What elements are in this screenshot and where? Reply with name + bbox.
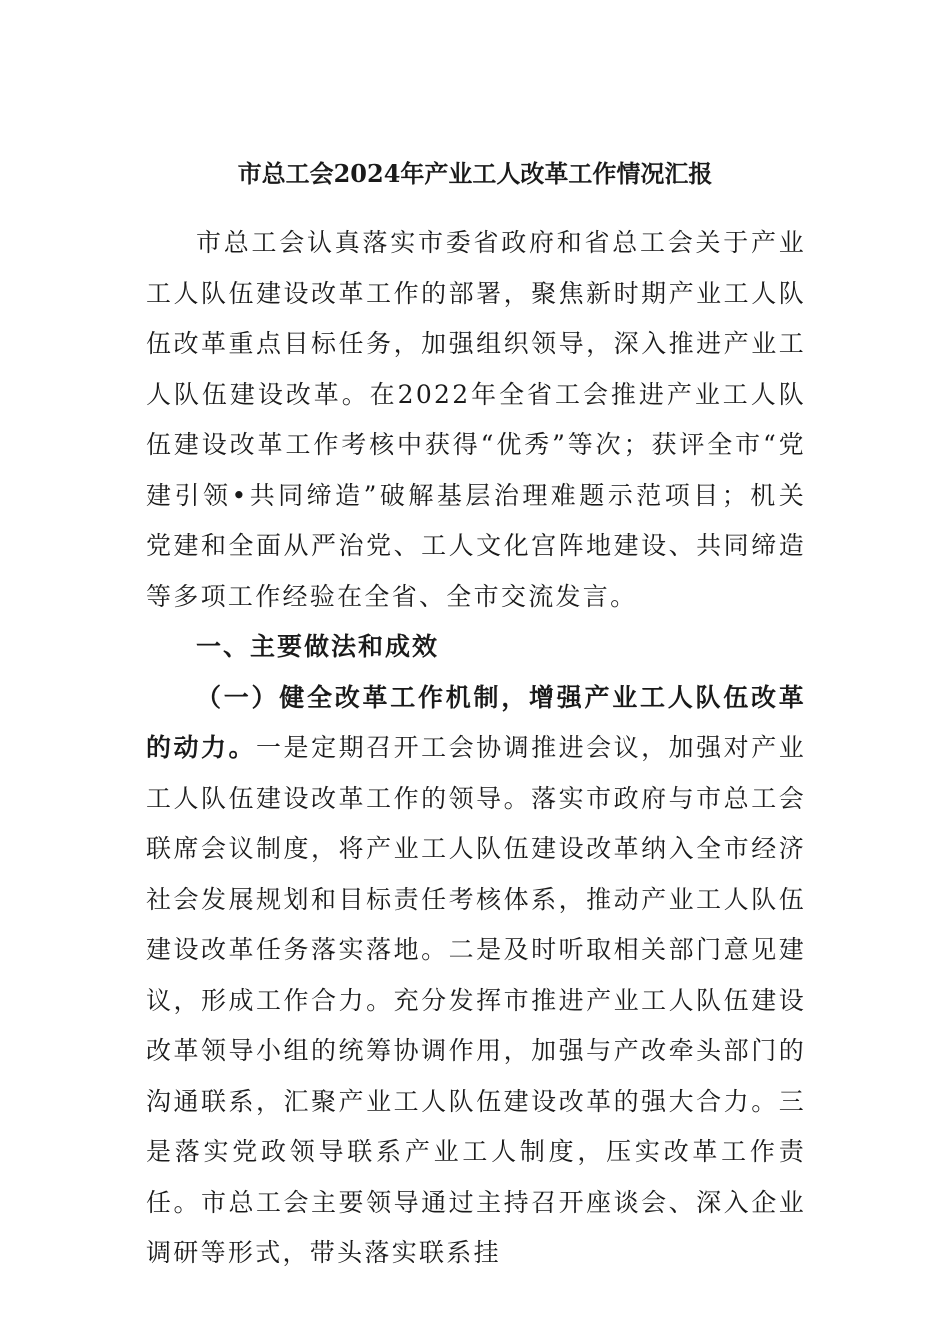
document-title: 市总工会2024年产业工人改革工作情况汇报 xyxy=(237,159,713,188)
intro-paragraph: 市总工会认真落实市委省政府和省总工会关于产业工人队伍建设改革工作的部署，聚焦新时期产业工人队伍改革重点目标任务，加强组织领导，深入推进产业工人队伍建设改革。在2022年全省工会推进产业工人队伍建设改革工作考核中获得“优秀”等次；获评全市“党建引领•共同缔造”破解基层治理难题示范项目；机关党建和全面从严治党、工人文化宫阵地建设、共同缔造等多项工作经验在全省、全市交流发言。 xyxy=(146,228,806,611)
section-heading: 一、主要做法和成效 xyxy=(196,632,440,661)
subsection-lead: （一）健全改革工作机制，增强产业工人队伍改革的动力。 xyxy=(146,682,806,762)
subsection-body: 一是定期召开工会协调推进会议，加强对产业工人队伍建设改革工作的领导。落实市政府与市总工会联席会议制度，将产业工人队伍建设改革纳入全市经济社会发展规划和目标责任考核体系，推动产业工人队伍建设改革任务落实落地。二是及时听取相关部门意见建议，形成工作合力。充分发挥市推进产业工人队伍建设改革领导小组的统筹协调作用，加强与产改牵头部门的沟通联系，汇聚产业工人队伍建设改革的强大合力。三是落实党政领导联系产业工人制度，压实改革工作责任。市总工会主要领导通过主持召开座谈会、深入企业调研等形式，带头落实联系挂 xyxy=(146,733,806,1267)
document-body xyxy=(146,218,806,1279)
subsection-paragraph xyxy=(146,673,806,1279)
